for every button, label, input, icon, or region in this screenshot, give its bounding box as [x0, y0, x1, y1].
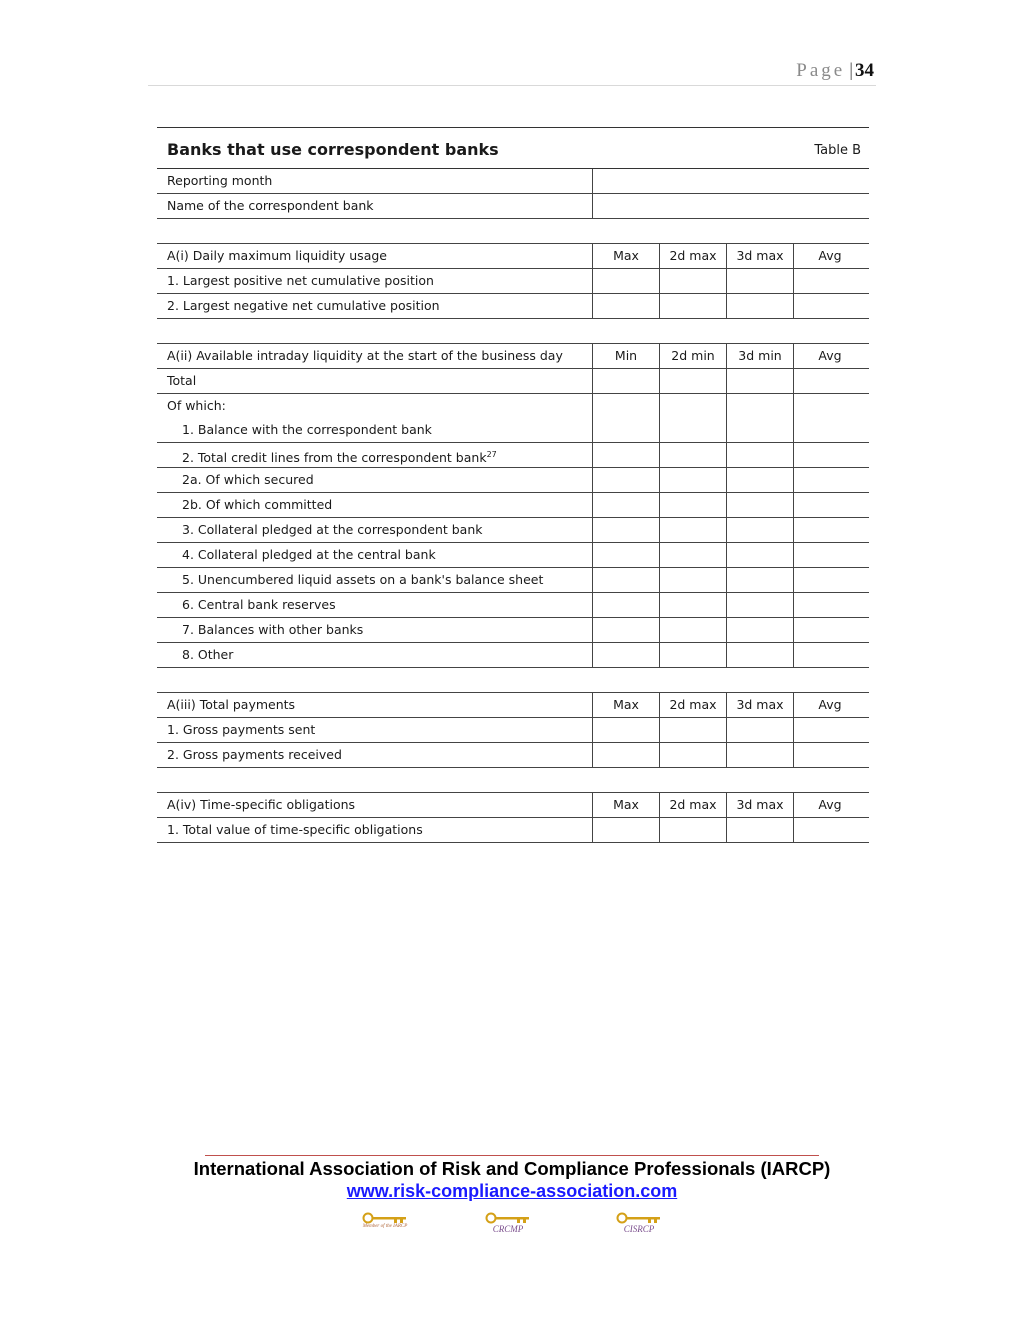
table-row [157, 169, 869, 194]
value-cell [593, 294, 660, 318]
value-cell [660, 518, 727, 542]
value-cell [660, 443, 727, 467]
value-cell [593, 568, 660, 592]
table-row [157, 643, 869, 668]
value-cell [593, 593, 660, 617]
footnote-ref: 27 [486, 450, 497, 459]
section-gap [157, 219, 869, 244]
value-cell [593, 618, 660, 642]
row-label: 1. Largest positive net cumulative position [157, 269, 593, 293]
row-label: 5. Unencumbered liquid assets on a bank's balance sheet [157, 568, 593, 592]
credit-lines-label: 2. Total credit lines from the correspondent bank [182, 450, 487, 466]
column-header: Max [593, 244, 660, 268]
value-cell [593, 818, 660, 842]
column-header: 2d max [660, 693, 727, 717]
value-cell [727, 493, 794, 517]
table-row [157, 718, 869, 743]
key-icon [616, 1212, 662, 1224]
value-cell [794, 294, 866, 318]
column-header: Avg [818, 248, 842, 263]
table-row [157, 818, 869, 843]
value-cell [660, 468, 727, 492]
value-cell [727, 269, 794, 293]
value-cell [727, 543, 794, 567]
table-row [157, 543, 869, 568]
value-cell [660, 593, 727, 617]
value-cell [727, 394, 794, 442]
column-header: Avg [818, 697, 842, 712]
value-cell [593, 743, 660, 767]
table-row [157, 493, 869, 518]
table-row [157, 568, 869, 593]
column-header: 2d min [660, 344, 727, 368]
page-header [796, 60, 874, 82]
value-cell [660, 743, 727, 767]
value-cell [660, 394, 727, 442]
section-gap [157, 768, 869, 793]
column-header: Avg [818, 797, 842, 812]
value-cell [794, 269, 866, 293]
value-cell [794, 568, 866, 592]
value-cell [794, 818, 866, 842]
value-cell [727, 743, 794, 767]
row-label: Total [157, 369, 593, 393]
footer-organization: International Association of Risk and Compliance Professionals (IARCP) [193, 1158, 831, 1179]
value-cell [660, 269, 727, 293]
value-cell [727, 643, 794, 667]
column-header: 2d max [660, 244, 727, 268]
value-cell [727, 468, 794, 492]
section-header-row [157, 244, 869, 269]
column-header: Max [593, 793, 660, 817]
value-cell [593, 194, 869, 218]
value-cell [727, 568, 794, 592]
row-label: Name of the correspondent bank [157, 194, 593, 218]
value-cell [593, 718, 660, 742]
section-header-row [157, 344, 869, 369]
section-header-row [157, 693, 869, 718]
table-row [157, 443, 869, 468]
column-header: 2d max [660, 793, 727, 817]
row-label [157, 443, 593, 467]
value-cell [660, 643, 727, 667]
table-row [157, 394, 869, 443]
footer-rule [205, 1155, 819, 1156]
section-heading: A(iv) Time-specific obligations [157, 793, 593, 817]
section-heading: A(i) Daily maximum liquidity usage [157, 244, 593, 268]
row-label: 3. Collateral pledged at the correspondent bank [157, 518, 593, 542]
value-cell [727, 443, 794, 467]
value-cell [727, 818, 794, 842]
column-header: 3d max [727, 793, 794, 817]
row-label [157, 394, 593, 442]
row-label: 1. Gross payments sent [157, 718, 593, 742]
value-cell [794, 394, 866, 442]
value-cell [794, 593, 866, 617]
value-cell [593, 169, 869, 193]
balance-label: 1. Balance with the correspondent bank [182, 422, 432, 437]
row-label: 7. Balances with other banks [157, 618, 593, 642]
value-cell [727, 518, 794, 542]
value-cell [794, 718, 866, 742]
table-row [157, 269, 869, 294]
value-cell [794, 369, 866, 393]
table-row [157, 593, 869, 618]
value-cell [660, 369, 727, 393]
row-label: 2a. Of which secured [157, 468, 593, 492]
table-tag: Table B [814, 143, 861, 158]
iarcp-member-badge [355, 1212, 415, 1229]
row-label: 2b. Of which committed [157, 493, 593, 517]
row-label: 6. Central bank reserves [157, 593, 593, 617]
table-row [157, 618, 869, 643]
badge-caption: Member of the IARCP [362, 1224, 408, 1229]
table-row [157, 743, 869, 768]
footer-website-link[interactable]: www.risk-compliance-association.com [346, 1181, 678, 1201]
value-cell [727, 369, 794, 393]
value-cell [794, 493, 866, 517]
value-cell [794, 643, 866, 667]
row-label: 2. Gross payments received [157, 743, 593, 767]
table-row [157, 468, 869, 493]
page-word: Page [796, 60, 846, 81]
badge-caption: CRCMP [492, 1224, 524, 1234]
value-cell [794, 743, 866, 767]
value-cell [660, 618, 727, 642]
column-header: 3d max [727, 693, 794, 717]
value-cell [593, 518, 660, 542]
value-cell [593, 493, 660, 517]
section-heading: A(ii) Available intraday liquidity at the start of the business day [157, 344, 593, 368]
value-cell [794, 443, 866, 467]
page-number: 34 [855, 60, 874, 81]
value-cell [727, 618, 794, 642]
cisrcp-badge [609, 1212, 669, 1234]
header-rule [148, 85, 876, 86]
value-cell [593, 394, 660, 442]
value-cell [794, 468, 866, 492]
value-cell [593, 269, 660, 293]
crcmp-badge [478, 1212, 538, 1234]
value-cell [593, 543, 660, 567]
row-label: 2. Largest negative net cumulative position [157, 294, 593, 318]
table-row [157, 369, 869, 394]
column-header: 3d max [727, 244, 794, 268]
value-cell [794, 518, 866, 542]
value-cell [660, 568, 727, 592]
badge-caption: CISRCP [623, 1224, 655, 1234]
row-label: 4. Collateral pledged at the central bank [157, 543, 593, 567]
value-cell [794, 618, 866, 642]
value-cell [660, 543, 727, 567]
value-cell [794, 543, 866, 567]
value-cell [727, 593, 794, 617]
row-label: 1. Total value of time-specific obligations [157, 818, 593, 842]
section-header-row [157, 793, 869, 818]
liquidity-table [157, 127, 869, 843]
section-gap [157, 319, 869, 344]
column-header: Max [593, 693, 660, 717]
table-title-row [157, 128, 869, 169]
table-row [157, 294, 869, 319]
value-cell [593, 468, 660, 492]
row-label: Reporting month [157, 169, 593, 193]
table-row [157, 194, 869, 219]
value-cell [593, 443, 660, 467]
section-gap [157, 668, 869, 693]
table-row [157, 518, 869, 543]
value-cell [727, 294, 794, 318]
column-header: Min [593, 344, 660, 368]
table-title: Banks that use correspondent banks [167, 140, 499, 159]
value-cell [660, 818, 727, 842]
value-cell [593, 643, 660, 667]
key-icon [362, 1212, 408, 1224]
value-cell [660, 294, 727, 318]
column-header: 3d min [727, 344, 794, 368]
section-heading: A(iii) Total payments [157, 693, 593, 717]
column-header: Avg [818, 348, 842, 363]
of-which-label: Of which: [167, 398, 226, 413]
value-cell [660, 493, 727, 517]
row-label: 8. Other [157, 643, 593, 667]
page-separator: | [849, 60, 853, 81]
key-icon [485, 1212, 531, 1224]
value-cell [593, 369, 660, 393]
value-cell [660, 718, 727, 742]
value-cell [727, 718, 794, 742]
